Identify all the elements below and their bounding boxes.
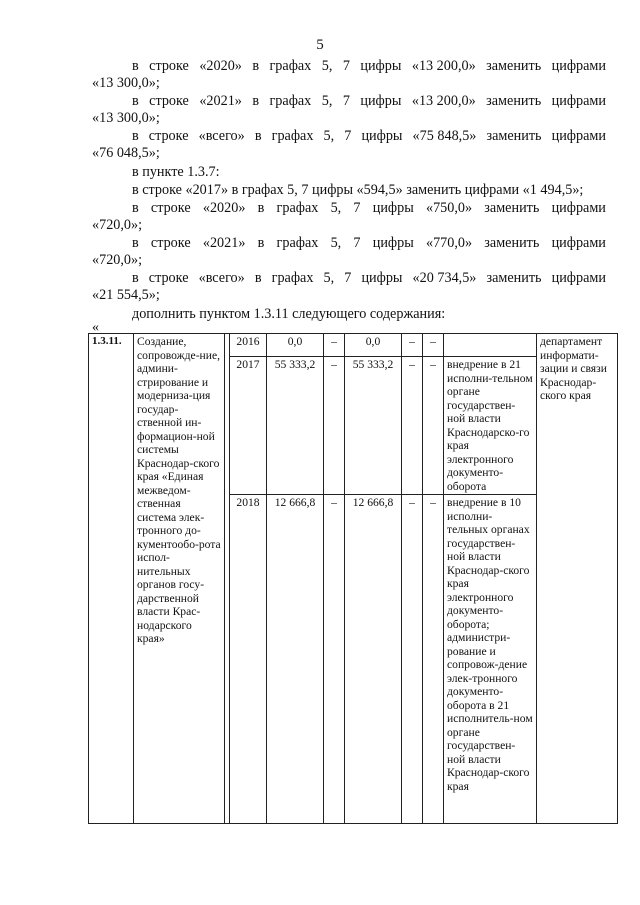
dash-cell: – bbox=[324, 495, 345, 824]
word: «750,0» bbox=[425, 200, 473, 216]
word: цифры bbox=[360, 58, 402, 74]
word: в bbox=[257, 235, 265, 252]
word: «13 300,0»; bbox=[92, 75, 160, 91]
word: «всего» bbox=[198, 128, 245, 145]
text-line bbox=[92, 235, 606, 252]
word: «2020» bbox=[202, 200, 246, 216]
word: графах bbox=[269, 93, 312, 110]
year-cell: 2018 bbox=[230, 495, 267, 824]
word: строке bbox=[150, 200, 191, 216]
word: в bbox=[252, 58, 260, 74]
word: в bbox=[254, 270, 262, 287]
word: в bbox=[132, 93, 139, 110]
word: 5, bbox=[330, 235, 342, 252]
dash-cell: – bbox=[324, 334, 345, 357]
word: «21 554,5»; bbox=[92, 287, 160, 304]
word: строке bbox=[149, 58, 189, 74]
word: в bbox=[254, 128, 262, 145]
word: строке bbox=[150, 235, 191, 252]
word: цифры bbox=[360, 93, 402, 110]
result-cell: внедрение в 10 исполни-тельных органах государствен-ной власти Краснодар-ского края электронного документо-оборота; администри-рование и сопровож-дение элек-тронного документо-оборота в 21 исполнитель-ном органе государствен-ной власти Краснодар-ского края bbox=[444, 495, 537, 824]
word: в bbox=[132, 200, 139, 216]
word: заменить bbox=[484, 235, 540, 252]
word: в bbox=[132, 58, 139, 74]
word: «13 200,0» bbox=[411, 58, 476, 74]
word: строке bbox=[148, 128, 189, 145]
word: в bbox=[132, 128, 139, 145]
word: заменить bbox=[486, 128, 542, 145]
text-line bbox=[92, 287, 606, 304]
word: цифрами bbox=[551, 235, 606, 252]
regional-cell: 55 333,2 bbox=[345, 357, 402, 495]
paragraph bbox=[92, 128, 606, 162]
word: заменить bbox=[484, 200, 540, 216]
dash-cell: – bbox=[402, 495, 423, 824]
word: «всего» bbox=[198, 270, 245, 287]
program-table bbox=[88, 333, 618, 824]
text-line bbox=[92, 217, 606, 234]
text-line bbox=[92, 164, 606, 181]
dash-cell: – bbox=[324, 357, 345, 495]
word: 5, bbox=[323, 128, 335, 145]
word: заменить bbox=[486, 58, 542, 74]
result-cell bbox=[444, 334, 537, 357]
word: заменить bbox=[486, 270, 542, 287]
word: «2020» bbox=[199, 58, 242, 74]
word: в bbox=[257, 200, 265, 216]
word: 7 bbox=[344, 128, 352, 145]
word: «13 300,0»; bbox=[92, 110, 160, 127]
word: графах bbox=[271, 270, 314, 287]
year-cell: 2016 bbox=[230, 334, 267, 357]
word: цифрами bbox=[551, 200, 606, 216]
paragraph bbox=[92, 93, 606, 127]
word: «720,0»; bbox=[92, 217, 143, 233]
word: цифрами bbox=[551, 93, 606, 110]
word: цифры bbox=[361, 270, 403, 287]
dash-cell: – bbox=[423, 357, 444, 495]
word: цифрами bbox=[551, 270, 606, 287]
opening-quote: « bbox=[92, 320, 99, 335]
page-number: 5 bbox=[316, 37, 324, 53]
word: цифры bbox=[372, 200, 414, 216]
paragraph bbox=[92, 200, 606, 234]
word: 5, bbox=[330, 200, 342, 216]
word: заменить bbox=[486, 93, 542, 110]
word: цифрами bbox=[551, 128, 606, 145]
dash-cell: – bbox=[402, 334, 423, 357]
word: «720,0»; bbox=[92, 252, 143, 269]
paragraph bbox=[92, 182, 606, 199]
text-line bbox=[92, 128, 606, 145]
word: графах bbox=[271, 128, 314, 145]
word: 7 bbox=[353, 235, 361, 252]
text-line bbox=[92, 200, 606, 217]
year-cell: 2017 bbox=[230, 357, 267, 495]
word: дополнить пунктом 1.3.11 следующего содержания: bbox=[132, 305, 446, 322]
word: цифры bbox=[372, 235, 414, 252]
word: «75 848,5» bbox=[412, 128, 477, 145]
word: графах bbox=[276, 235, 319, 252]
dash-cell: – bbox=[402, 357, 423, 495]
word: 7 bbox=[342, 93, 350, 110]
word: графах bbox=[269, 58, 312, 74]
word: «20 734,5» bbox=[412, 270, 477, 287]
word: в bbox=[252, 93, 260, 110]
word: «13 200,0» bbox=[411, 93, 476, 110]
word: 7 bbox=[344, 270, 352, 287]
text-line bbox=[92, 145, 606, 162]
text-line bbox=[92, 75, 606, 92]
regional-cell: 12 666,8 bbox=[345, 495, 402, 824]
dash-cell: – bbox=[423, 334, 444, 357]
word: цифры bbox=[361, 128, 403, 145]
word: 5, bbox=[321, 58, 333, 74]
result-cell: внедрение в 21 исполни-тельном органе государствен-ной власти Краснодарско-го края электронного документо-оборота bbox=[444, 357, 537, 495]
item-name: Создание, сопровожде-ние, админи-стрирование и модерниза-ция государ-ственной ин-формацион-ной системы Краснодар-ского края «Единая межведом-ственная система элек-тронного до-кументообо-рота испол-нительных органов госу-дарственной власти Крас-нодарского края» bbox=[134, 334, 225, 824]
item-number: 1.3.11. bbox=[89, 334, 134, 824]
text-line bbox=[92, 252, 606, 269]
regional-cell: 0,0 bbox=[345, 334, 402, 357]
word: строке bbox=[149, 93, 189, 110]
total-cell: 0,0 bbox=[267, 334, 324, 357]
word: «770,0» bbox=[425, 235, 473, 252]
text-line bbox=[92, 93, 606, 110]
text-line bbox=[92, 182, 606, 199]
word: строке bbox=[148, 270, 189, 287]
executor: департамент информати-зации и связи Краснодар-ского края bbox=[537, 334, 618, 824]
total-cell: 55 333,2 bbox=[267, 357, 324, 495]
word: 5, bbox=[323, 270, 335, 287]
text-line bbox=[92, 270, 606, 287]
word: 7 bbox=[353, 200, 361, 216]
table-row bbox=[89, 334, 618, 357]
paragraph bbox=[92, 270, 606, 304]
paragraph bbox=[92, 58, 606, 92]
paragraph bbox=[92, 235, 606, 269]
paragraph bbox=[92, 306, 606, 323]
word: в bbox=[132, 235, 139, 252]
word: цифрами bbox=[551, 58, 606, 74]
word: в bbox=[132, 270, 139, 287]
text-line bbox=[92, 110, 606, 127]
word: «2021» bbox=[199, 93, 242, 110]
word: в пункте 1.3.7: bbox=[132, 163, 220, 180]
word: «2021» bbox=[202, 235, 246, 252]
paragraph bbox=[92, 164, 606, 181]
word: 7 bbox=[342, 58, 350, 74]
word: 5, bbox=[321, 93, 333, 110]
total-cell: 12 666,8 bbox=[267, 495, 324, 824]
text-line bbox=[92, 306, 606, 323]
text-line bbox=[92, 58, 606, 75]
word: графах bbox=[276, 200, 319, 216]
word: «76 048,5»; bbox=[92, 145, 160, 162]
word: в строке «2017» в графах 5, 7 цифры «594,5» заменить цифрами «1 494,5»; bbox=[132, 181, 584, 198]
dash-cell: – bbox=[423, 495, 444, 824]
